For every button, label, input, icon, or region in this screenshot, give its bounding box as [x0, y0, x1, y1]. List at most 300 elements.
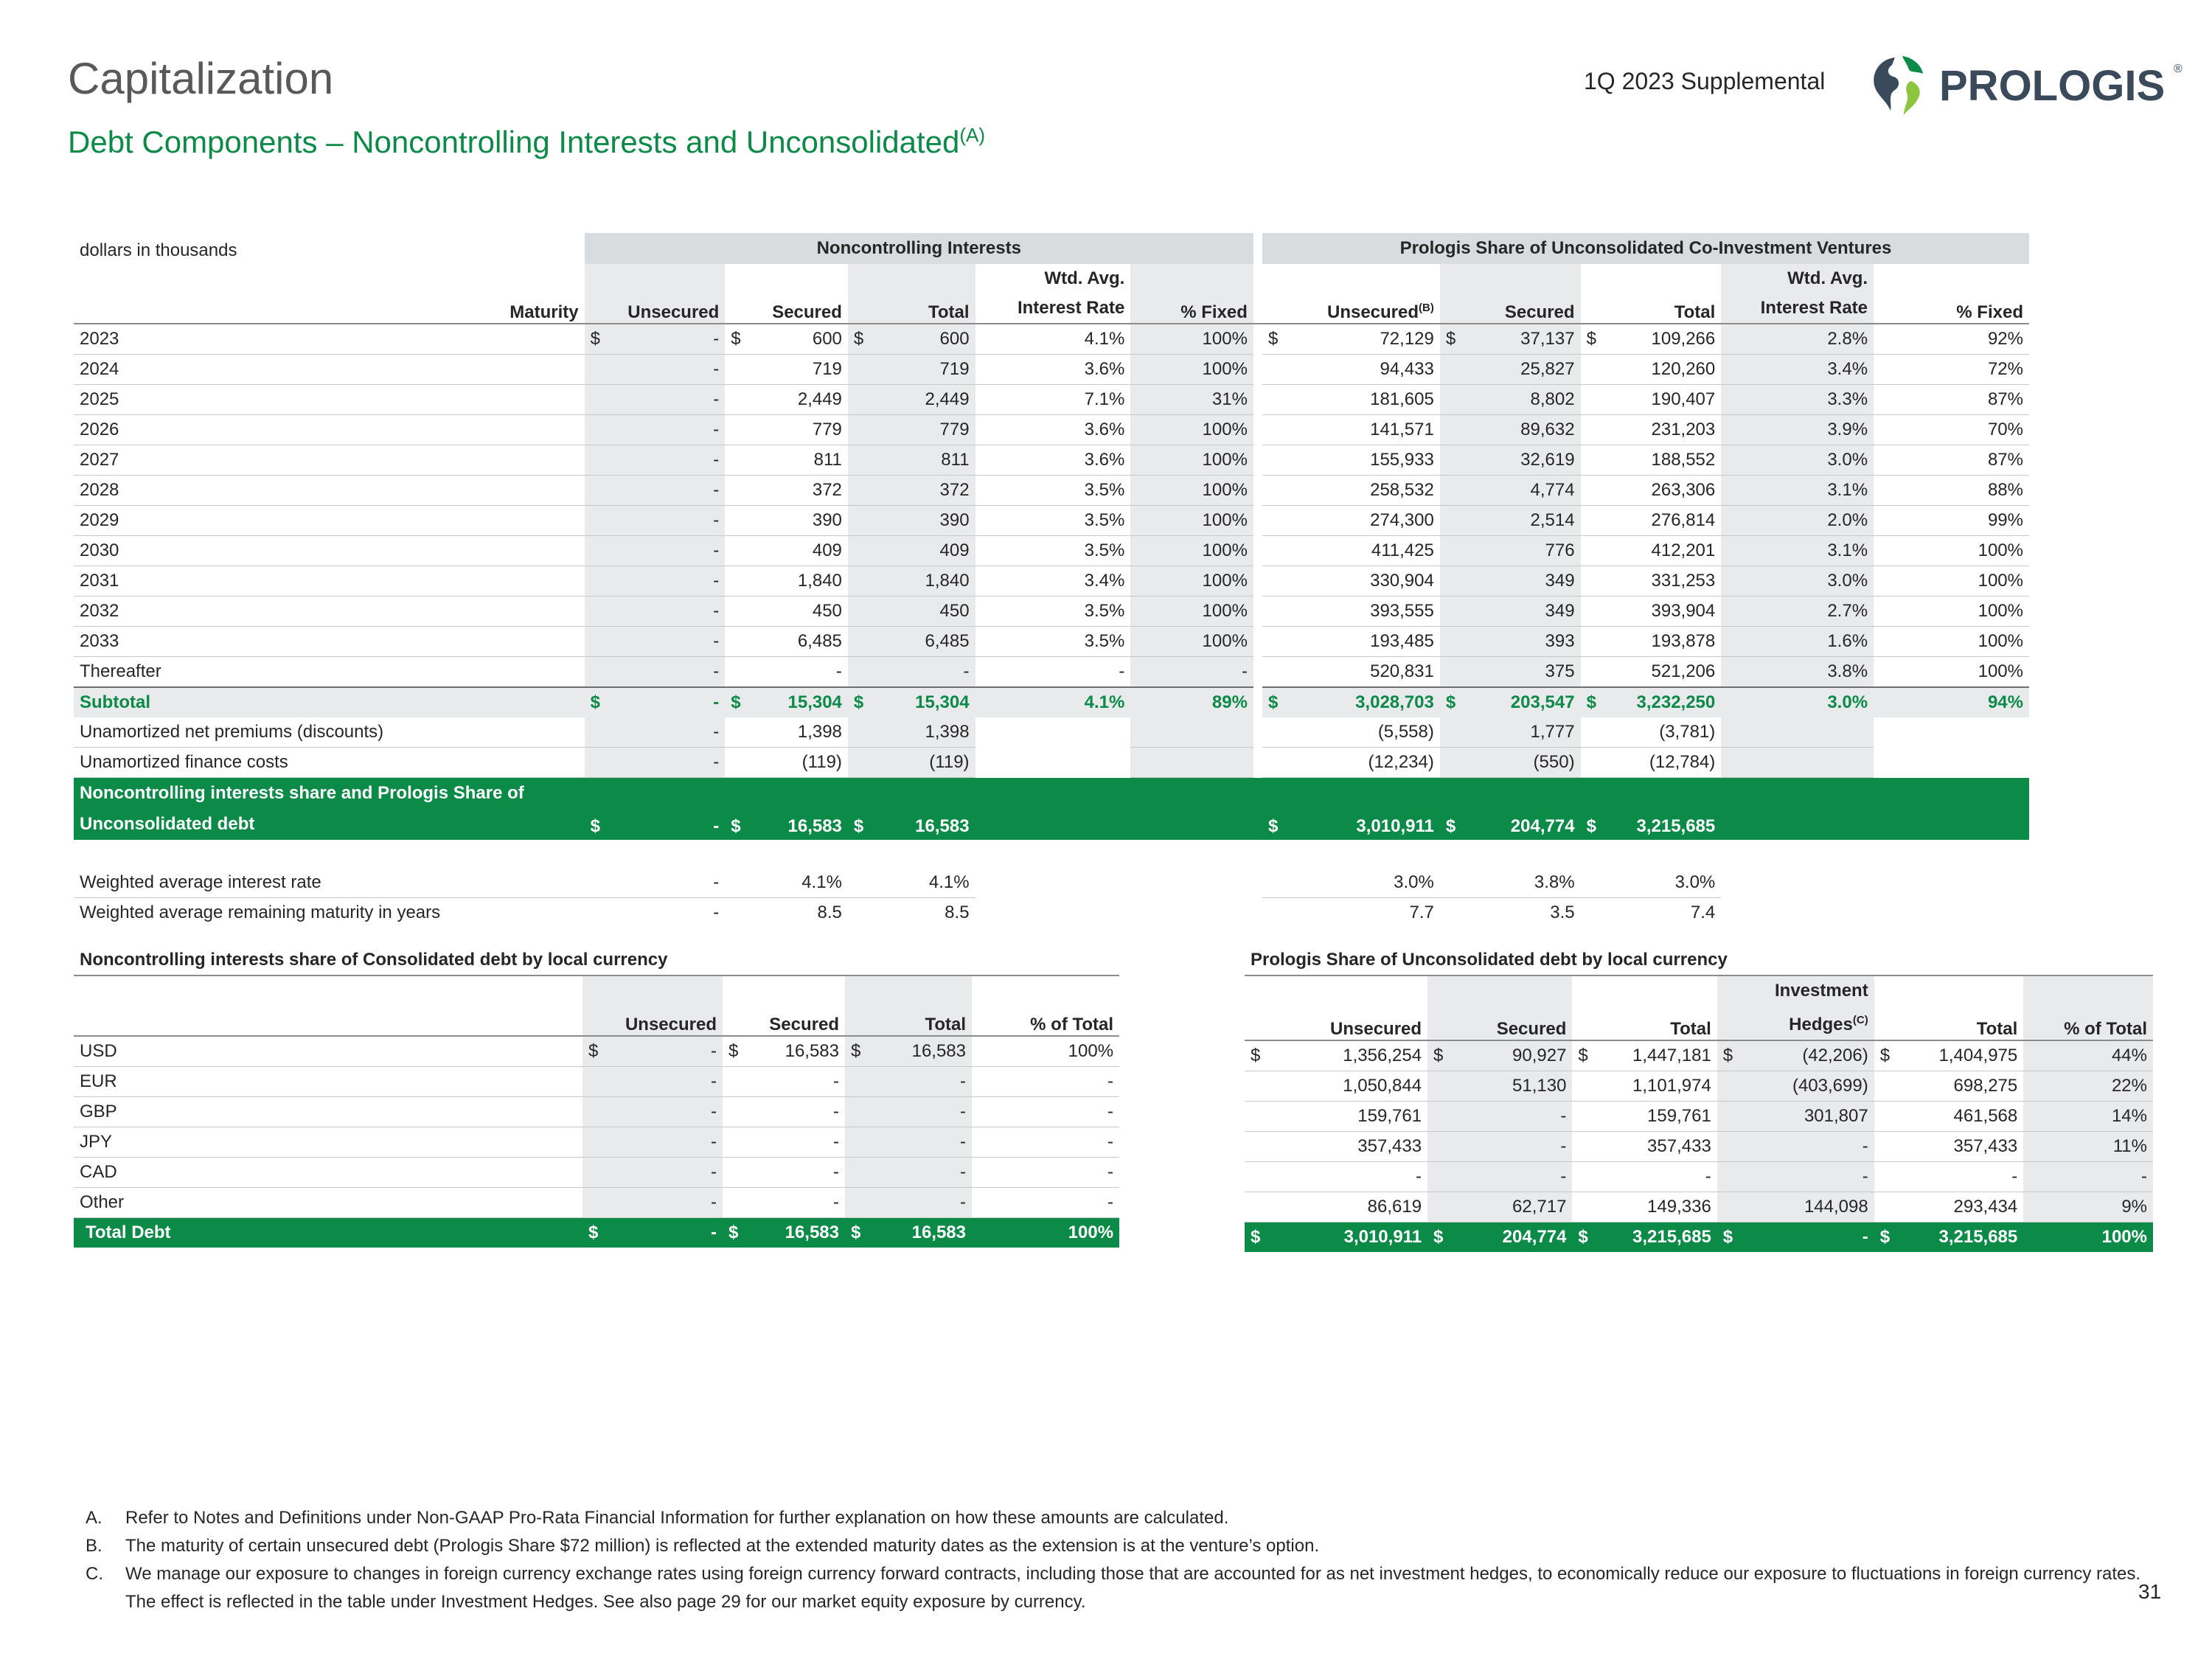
- unc-currency-header-row: [1245, 975, 2153, 1040]
- wtd-maturity-nci-unsecured: -: [713, 902, 720, 922]
- nci-fixed: 100%: [1130, 476, 1253, 506]
- nci-secured: 6,485: [725, 627, 848, 657]
- unc-secured: 25,827: [1440, 355, 1581, 385]
- unc-secured: 4,774: [1440, 476, 1581, 506]
- unc-rate: 2.7%: [1721, 597, 1874, 627]
- subtotal-nci-secured: 15,304: [787, 692, 842, 712]
- nci-cur-total: -: [845, 1127, 972, 1158]
- nci-total: 390: [848, 506, 975, 536]
- premiums-unc-secured: 1,777: [1440, 717, 1581, 748]
- unc-cur-hedges-line1: Investment: [1775, 981, 1868, 1001]
- maturity-label: 2032: [74, 597, 585, 627]
- maturity-label: 2027: [74, 445, 585, 476]
- dollar-sign: $: [1445, 816, 1456, 836]
- unc-unsecured: 94,433: [1262, 355, 1440, 385]
- unc-cur-total-unsecured: 3,010,911: [1343, 1227, 1422, 1247]
- maturity-label: 2030: [74, 536, 585, 566]
- nci-total: 6,485: [848, 627, 975, 657]
- share-total-row: [74, 778, 2029, 841]
- dollar-sign: $: [851, 1222, 861, 1242]
- dollar-sign: $: [1578, 1046, 1588, 1065]
- footnote: [86, 1504, 2150, 1532]
- logo-wordmark: PROLOGIS: [1939, 62, 2166, 110]
- unc-rate: 3.4%: [1721, 355, 1874, 385]
- unc-cur-total: 1,101,974: [1572, 1071, 1717, 1102]
- unc-rate: 3.0%: [1721, 445, 1874, 476]
- nci-cur-secured: -: [723, 1127, 845, 1158]
- col-unc-unsecured-note: (B): [1419, 302, 1434, 314]
- nci-rate: 3.6%: [975, 355, 1131, 385]
- nci-secured: 390: [725, 506, 848, 536]
- subtotal-nci-total: 15,304: [915, 692, 970, 712]
- unc-cur-unsecured: 159,761: [1245, 1102, 1427, 1132]
- nci-currency-row: [74, 1127, 1119, 1158]
- unc-currency-total-row: [1245, 1222, 2153, 1253]
- nci-unsecured: -: [585, 385, 726, 415]
- nci-cur-total-total: 16,583: [911, 1222, 966, 1242]
- unc-secured: 349: [1440, 566, 1581, 597]
- unc-cur-hedges: -: [1717, 1162, 1874, 1192]
- footnote-key: A.: [86, 1508, 102, 1528]
- col-unc-secured: Secured: [1440, 264, 1581, 324]
- nci-fixed: 100%: [1130, 597, 1253, 627]
- nci-currency-header-row: [74, 975, 1119, 1036]
- dollar-sign: $: [1879, 1227, 1891, 1247]
- unc-total: 188,552: [1581, 445, 1722, 476]
- nci-total: 450: [848, 597, 975, 627]
- wtd-maturity-unc-unsecured: 7.7: [1409, 902, 1434, 922]
- wtd-rate-unc-secured: 3.8%: [1440, 868, 1581, 898]
- unc-cur-col-unsecured: Unsecured: [1245, 975, 1427, 1040]
- prologis-logo: [1865, 52, 2183, 118]
- dollar-sign: $: [1267, 816, 1279, 836]
- maturity-row: [74, 536, 2029, 566]
- unc-total: 190,407: [1581, 385, 1722, 415]
- nci-cur-col-secured: Secured: [723, 975, 845, 1036]
- nci-total: 779: [848, 415, 975, 445]
- dollar-sign: $: [851, 1041, 861, 1061]
- nci-rate: -: [975, 657, 1131, 688]
- share-unc-total: 3,215,685: [1636, 816, 1716, 836]
- subtotal-nci-fixed: 89%: [1130, 687, 1253, 717]
- share-nci-total: 16,583: [915, 816, 970, 836]
- wtd-rate-row: [74, 868, 2029, 898]
- unc-unsecured: 141,571: [1262, 415, 1440, 445]
- unc-currency-row: [1245, 1040, 2153, 1071]
- column-header-row: [74, 264, 2029, 324]
- unc-total: 231,203: [1581, 415, 1722, 445]
- maturity-row: [74, 566, 2029, 597]
- unc-rate: 1.6%: [1721, 627, 1874, 657]
- nci-secured: 779: [725, 415, 848, 445]
- maturity-label: 2024: [74, 355, 585, 385]
- wtd-rate-unc-total: 3.0%: [1581, 868, 1722, 898]
- unc-fixed: 100%: [1874, 657, 2029, 688]
- nci-rate: 3.6%: [975, 415, 1131, 445]
- premiums-nci-total: 1,398: [848, 717, 975, 748]
- finance-costs-label: Unamortized finance costs: [74, 748, 585, 778]
- share-unc-secured: 204,774: [1510, 816, 1575, 836]
- share-total-label: [74, 778, 585, 841]
- unc-secured: 349: [1440, 597, 1581, 627]
- unc-secured: 37,137: [1520, 329, 1575, 349]
- unc-rate: 2.8%: [1721, 324, 1874, 355]
- nci-cur-secured: -: [723, 1097, 845, 1127]
- nci-cur-pct: -: [972, 1127, 1119, 1158]
- nci-unsecured: -: [585, 476, 726, 506]
- unc-cur-unsecured: 1,356,254: [1343, 1046, 1422, 1065]
- dollar-sign: $: [1445, 692, 1456, 712]
- wtd-maturity-nci-total: 8.5: [945, 902, 970, 922]
- nci-fixed: 100%: [1130, 415, 1253, 445]
- dollar-sign: $: [590, 329, 600, 349]
- dollar-sign: $: [1445, 329, 1456, 349]
- nci-secured: 450: [725, 597, 848, 627]
- premiums-label: Unamortized net premiums (discounts): [74, 717, 585, 748]
- dollar-sign: $: [1251, 1046, 1261, 1065]
- footnote: [86, 1560, 2150, 1616]
- nci-cur-unsecured: -: [582, 1188, 723, 1218]
- unc-secured: 2,514: [1440, 506, 1581, 536]
- currency-label: Other: [74, 1188, 582, 1218]
- unc-unsecured: 411,425: [1262, 536, 1440, 566]
- nci-cur-secured: 16,583: [785, 1041, 839, 1061]
- maturity-label: 2029: [74, 506, 585, 536]
- nci-cur-unsecured: -: [711, 1041, 717, 1061]
- unc-fixed: 100%: [1874, 566, 2029, 597]
- unc-cur-unsecured: 357,433: [1245, 1132, 1427, 1162]
- finance-nci-total: (119): [848, 748, 975, 778]
- unc-unsecured: 181,605: [1262, 385, 1440, 415]
- unc-fixed: 87%: [1874, 385, 2029, 415]
- wtd-maturity-unc-total: 7.4: [1690, 902, 1716, 922]
- nci-rate: 3.5%: [975, 506, 1131, 536]
- maturity-label: 2033: [74, 627, 585, 657]
- unc-cur-total-total2: 3,215,685: [1938, 1227, 2018, 1247]
- unc-secured: 776: [1440, 536, 1581, 566]
- dollar-sign: $: [1586, 692, 1596, 712]
- dollar-sign: $: [728, 1222, 739, 1242]
- unc-cur-total2: 461,568: [1874, 1102, 2024, 1132]
- dollar-sign: $: [731, 329, 741, 349]
- unc-rate: 3.3%: [1721, 385, 1874, 415]
- footnote-text: The maturity of certain unsecured debt (Prologis Share $72 million) is reflected at the extended maturity dates as the extension is at the venture’s option.: [125, 1536, 1320, 1556]
- unc-secured: 32,619: [1440, 445, 1581, 476]
- nci-secured: -: [725, 657, 848, 688]
- unc-cur-total2: 293,434: [1874, 1192, 2024, 1222]
- unc-fixed: 87%: [1874, 445, 2029, 476]
- nci-rate: 3.5%: [975, 536, 1131, 566]
- unc-rate: 2.0%: [1721, 506, 1874, 536]
- unc-currency-table: [1245, 945, 2153, 1252]
- unc-currency-row: [1245, 1132, 2153, 1162]
- unc-cur-total: 149,336: [1572, 1192, 1717, 1222]
- wtd-rate-unc-unsecured: 3.0%: [1262, 868, 1440, 898]
- unc-unsecured: 393,555: [1262, 597, 1440, 627]
- unc-cur-pct: 11%: [2023, 1132, 2153, 1162]
- supplemental-label: 1Q 2023 Supplemental: [1584, 68, 1826, 94]
- unc-cur-unsecured: 1,050,844: [1245, 1071, 1427, 1102]
- nci-fixed: 100%: [1130, 355, 1253, 385]
- unc-cur-col-total2: Total: [1874, 975, 2024, 1040]
- finance-unc-total: (12,784): [1581, 748, 1722, 778]
- nci-cur-total: -: [845, 1097, 972, 1127]
- nci-fixed: 100%: [1130, 627, 1253, 657]
- nci-rate: 3.4%: [975, 566, 1131, 597]
- unc-total: 263,306: [1581, 476, 1722, 506]
- unc-cur-total2: 698,275: [1874, 1071, 2024, 1102]
- unc-total: 120,260: [1581, 355, 1722, 385]
- unc-secured: 89,632: [1440, 415, 1581, 445]
- unc-total: 109,266: [1651, 329, 1716, 349]
- subtotal-unc-unsecured: 3,028,703: [1355, 692, 1434, 712]
- share-unc-unsecured: 3,010,911: [1356, 816, 1434, 836]
- dollar-sign: $: [853, 329, 864, 349]
- unc-total: 331,253: [1581, 566, 1722, 597]
- currency-label: GBP: [74, 1097, 582, 1127]
- nci-cur-pct: -: [972, 1188, 1119, 1218]
- nci-total: -: [848, 657, 975, 688]
- dollar-sign: $: [1722, 1227, 1733, 1247]
- nci-secured: 1,840: [725, 566, 848, 597]
- unc-cur-hedges: -: [1717, 1132, 1874, 1162]
- nci-secured: 811: [725, 445, 848, 476]
- footnote-text: Refer to Notes and Definitions under Non-GAAP Pro-Rata Financial Information for further explanation on how these amounts are calculated.: [125, 1508, 1229, 1528]
- col-nci-unsecured: Unsecured: [585, 264, 726, 324]
- nci-total: 719: [848, 355, 975, 385]
- page-subtitle: [68, 124, 985, 160]
- unc-cur-secured: 62,717: [1427, 1192, 1572, 1222]
- dollar-sign: $: [1433, 1046, 1444, 1065]
- maturity-row: [74, 445, 2029, 476]
- nci-currency-row: [74, 1097, 1119, 1127]
- nci-total: 372: [848, 476, 975, 506]
- nci-secured: 372: [725, 476, 848, 506]
- wtd-maturity-label: Weighted average remaining maturity in years: [80, 902, 441, 922]
- unc-cur-pct: 9%: [2023, 1192, 2153, 1222]
- unc-cur-unsecured: 86,619: [1245, 1192, 1427, 1222]
- unc-fixed: 100%: [1874, 627, 2029, 657]
- nci-cur-unsecured: -: [582, 1127, 723, 1158]
- nci-unsecured: -: [585, 506, 726, 536]
- unc-fixed: 70%: [1874, 415, 2029, 445]
- col-unc-unsecured: [1262, 264, 1440, 324]
- unc-cur-col-hedges: [1717, 975, 1874, 1040]
- col-rate-line2: Interest Rate: [1017, 298, 1125, 318]
- subtotal-nci-unsecured: -: [713, 692, 720, 712]
- nci-fixed: 100%: [1130, 506, 1253, 536]
- finance-unc-unsecured: (12,234): [1262, 748, 1440, 778]
- unc-cur-total-total: 3,215,685: [1632, 1227, 1711, 1247]
- subtotal-nci-rate: 4.1%: [975, 687, 1131, 717]
- unc-unsecured: 155,933: [1262, 445, 1440, 476]
- nci-cur-secured: -: [723, 1188, 845, 1218]
- unc-secured: 375: [1440, 657, 1581, 688]
- unc-currency-title: Prologis Share of Unconsolidated debt by local currency: [1245, 945, 2153, 975]
- maturity-row: [74, 476, 2029, 506]
- subtotal-unc-total: 3,232,250: [1636, 692, 1716, 712]
- unc-rate: 3.9%: [1721, 415, 1874, 445]
- currency-label: JPY: [74, 1127, 582, 1158]
- maturity-row: [74, 324, 2029, 355]
- unc-cur-secured: -: [1427, 1162, 1572, 1192]
- dollar-sign: $: [590, 692, 600, 712]
- unc-cur-hedges-note: (C): [1852, 1014, 1868, 1026]
- unc-cur-total2: 1,404,975: [1938, 1046, 2018, 1065]
- nci-fixed: -: [1130, 657, 1253, 688]
- unc-cur-total: 159,761: [1572, 1102, 1717, 1132]
- col-unc-rate: [1721, 264, 1874, 324]
- unc-cur-hedges-line2: Hedges: [1789, 1015, 1853, 1034]
- nci-cur-unsecured: -: [582, 1067, 723, 1097]
- logo-registered-mark: ®: [2174, 63, 2183, 75]
- unc-cur-hedges: 144,098: [1717, 1192, 1874, 1222]
- globe-icon: [1865, 52, 2183, 118]
- nci-rate: 3.5%: [975, 476, 1131, 506]
- col-unc-fixed: % Fixed: [1874, 264, 2029, 324]
- group-unconsolidated: Prologis Share of Unconsolidated Co-Investment Ventures: [1262, 233, 2029, 264]
- unc-cur-secured: 51,130: [1427, 1071, 1572, 1102]
- maturity-row: [74, 415, 2029, 445]
- nci-unsecured: -: [713, 329, 720, 349]
- nci-currency-row: [74, 1158, 1119, 1188]
- dollar-sign: $: [1433, 1227, 1444, 1247]
- nci-cur-col-total: Total: [845, 975, 972, 1036]
- maturity-label: Thereafter: [74, 657, 585, 688]
- footnote-key: B.: [86, 1536, 102, 1556]
- col-nci-rate: [975, 264, 1131, 324]
- dollar-sign: $: [1586, 329, 1596, 349]
- unc-total: 276,814: [1581, 506, 1722, 536]
- currency-label: EUR: [74, 1067, 582, 1097]
- dollar-sign: $: [1267, 692, 1279, 712]
- nci-currency-row: [74, 1067, 1119, 1097]
- finance-nci-secured: (119): [725, 748, 848, 778]
- maturity-label: 2025: [74, 385, 585, 415]
- nci-rate: 3.5%: [975, 597, 1131, 627]
- footnote-key: C.: [86, 1564, 103, 1584]
- dollar-sign: $: [1251, 1227, 1261, 1247]
- unc-cur-col-secured: Secured: [1427, 975, 1572, 1040]
- unc-cur-secured: -: [1427, 1132, 1572, 1162]
- nci-rate: 7.1%: [975, 385, 1131, 415]
- unc-fixed: 72%: [1874, 355, 2029, 385]
- subtotal-unc-rate: 3.0%: [1721, 687, 1874, 717]
- unc-fixed: 92%: [1874, 324, 2029, 355]
- unc-fixed: 88%: [1874, 476, 2029, 506]
- nci-cur-col-pct: % of Total: [972, 975, 1119, 1036]
- nci-cur-total: -: [845, 1067, 972, 1097]
- wtd-maturity-nci-secured: 8.5: [817, 902, 842, 922]
- subtotal-row: [74, 687, 2029, 717]
- nci-cur-unsecured: -: [582, 1158, 723, 1188]
- unc-unsecured: 193,485: [1262, 627, 1440, 657]
- unc-cur-hedges: 301,807: [1717, 1102, 1874, 1132]
- nci-fixed: 31%: [1130, 385, 1253, 415]
- nci-cur-total-secured: 16,583: [785, 1222, 839, 1242]
- nci-fixed: 100%: [1130, 536, 1253, 566]
- col-rate-line1: Wtd. Avg.: [1044, 268, 1125, 288]
- subtotal-label: Subtotal: [74, 687, 585, 717]
- maturity-row: [74, 597, 2029, 627]
- col-nci-fixed: % Fixed: [1130, 264, 1253, 324]
- maturity-row: [74, 506, 2029, 536]
- maturity-row: [74, 657, 2029, 688]
- unc-cur-secured: -: [1427, 1102, 1572, 1132]
- dollar-sign: $: [853, 816, 864, 836]
- page-title: Capitalization: [68, 54, 334, 103]
- col-unc-rate-line1: Wtd. Avg.: [1787, 268, 1868, 288]
- unc-total: 521,206: [1581, 657, 1722, 688]
- currency-label: CAD: [74, 1158, 582, 1188]
- unc-unsecured: 274,300: [1262, 506, 1440, 536]
- wtd-maturity-row: [74, 898, 2029, 928]
- unc-cur-hedges: (403,699): [1717, 1071, 1874, 1102]
- unc-currency-row: [1245, 1102, 2153, 1132]
- premiums-unc-unsecured: (5,558): [1262, 717, 1440, 748]
- unc-cur-pct: 44%: [2023, 1040, 2153, 1071]
- unc-fixed: 99%: [1874, 506, 2029, 536]
- maturity-row: [74, 627, 2029, 657]
- nci-total: 2,449: [848, 385, 975, 415]
- unc-cur-total: 357,433: [1572, 1132, 1717, 1162]
- dollar-sign: $: [1267, 329, 1279, 349]
- nci-cur-total: -: [845, 1188, 972, 1218]
- nci-secured: 600: [812, 329, 842, 349]
- unc-cur-col-total: Total: [1572, 975, 1717, 1040]
- unc-secured: 8,802: [1440, 385, 1581, 415]
- nci-cur-total: -: [845, 1158, 972, 1188]
- nci-cur-secured: -: [723, 1158, 845, 1188]
- unc-cur-secured: 90,927: [1512, 1046, 1567, 1065]
- wtd-rate-label: Weighted average interest rate: [74, 868, 585, 898]
- premiums-row: [74, 717, 2029, 748]
- nci-cur-secured: -: [723, 1067, 845, 1097]
- unc-cur-pct: -: [2023, 1162, 2153, 1192]
- unc-currency-row: [1245, 1162, 2153, 1192]
- subtotal-unc-fixed: 94%: [1874, 687, 2029, 717]
- unc-total: 193,878: [1581, 627, 1722, 657]
- col-unc-unsecured-label: Unsecured: [1326, 302, 1419, 322]
- dollar-sign: $: [853, 692, 864, 712]
- nci-fixed: 100%: [1130, 445, 1253, 476]
- nci-cur-total: 16,583: [911, 1041, 966, 1061]
- dollar-sign: $: [731, 692, 741, 712]
- maturity-label: 2028: [74, 476, 585, 506]
- unc-rate: 3.8%: [1721, 657, 1874, 688]
- col-unc-total: Total: [1581, 264, 1722, 324]
- footnote: [86, 1532, 2150, 1560]
- nci-secured: 2,449: [725, 385, 848, 415]
- nci-currency-total-row: [74, 1218, 1119, 1248]
- nci-unsecured: -: [585, 536, 726, 566]
- nci-currency-table: [74, 945, 1119, 1248]
- footnote-text: We manage our exposure to changes in foreign currency exchange rates using foreign currency forward contracts, including those that are accounted for as net investment hedges, to economically reduce our exposure to fluctuations in foreign currency rates. The effect is reflected in the table under Investment Hedges. See also page 29 for our market equity exposure by currency.: [125, 1564, 2141, 1612]
- dollar-sign: $: [590, 816, 600, 836]
- nci-rate: 3.6%: [975, 445, 1131, 476]
- unc-cur-total-hedges: -: [1862, 1227, 1868, 1247]
- nci-cur-pct: -: [972, 1067, 1119, 1097]
- footnotes: [86, 1504, 2150, 1616]
- unc-unsecured: 72,129: [1380, 329, 1434, 349]
- page-number: 31: [2138, 1580, 2162, 1603]
- unc-cur-col-pct: % of Total: [2023, 975, 2153, 1040]
- maturity-label: 2031: [74, 566, 585, 597]
- wtd-rate-nci-total: 4.1%: [848, 868, 975, 898]
- dollar-sign: $: [731, 816, 741, 836]
- maturity-row: [74, 385, 2029, 415]
- nci-unsecured: -: [585, 627, 726, 657]
